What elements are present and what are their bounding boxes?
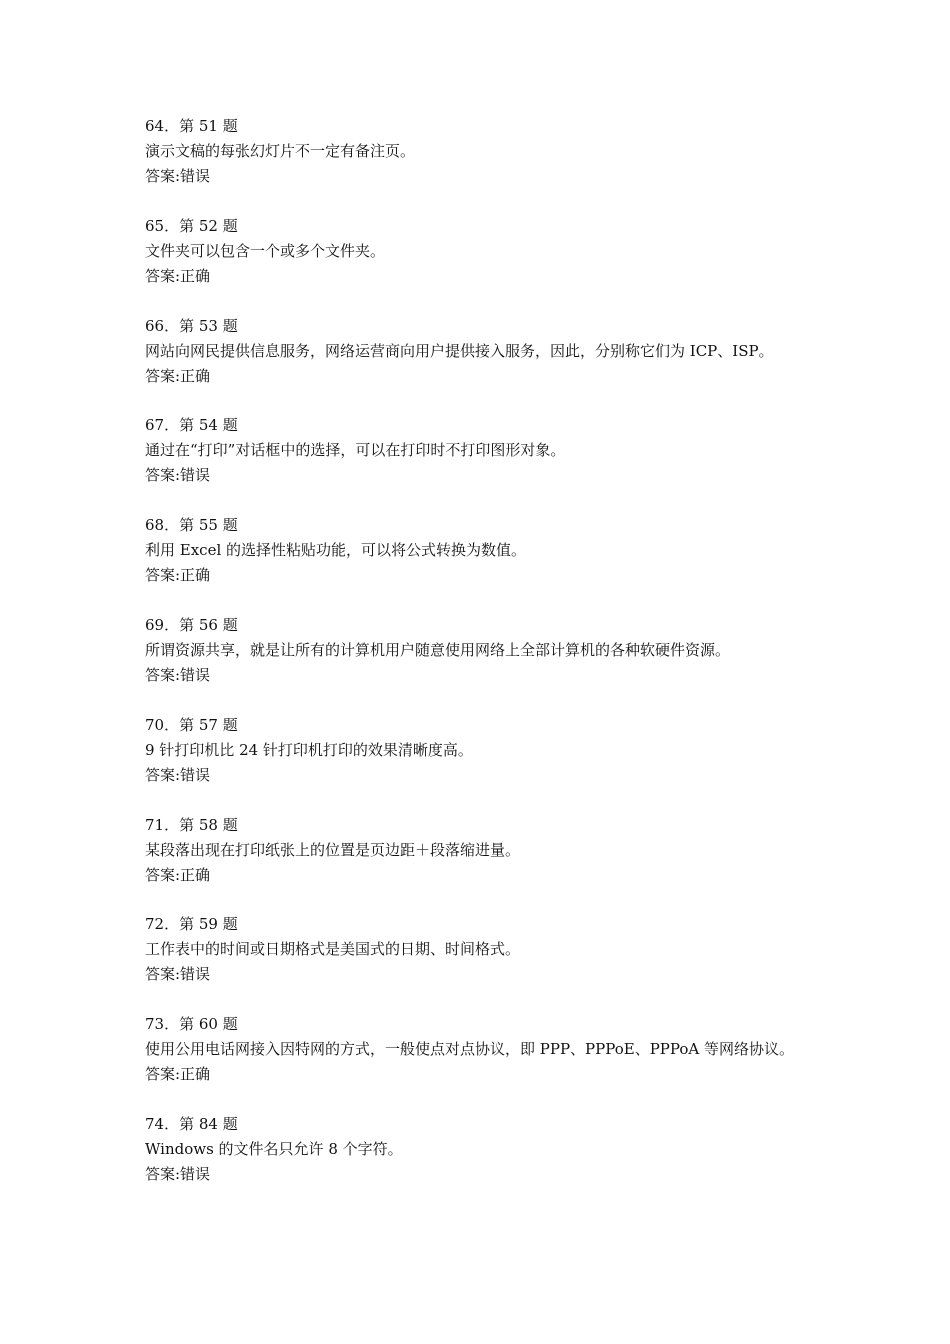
question-item	[145, 214, 815, 289]
answer-text: 答案:正确	[145, 266, 211, 285]
question-item	[145, 314, 815, 389]
answer-text: 答案:错误	[145, 765, 211, 784]
question-heading: 72．第 59 题	[145, 915, 238, 934]
question-text: 利用 Excel 的选择性粘贴功能，可以将公式转换为数值。	[145, 541, 527, 560]
question-text: 演示文稿的每张幻灯片不一定有备注页。	[145, 142, 416, 160]
question-item	[145, 613, 815, 688]
question-item	[145, 413, 815, 488]
question-heading: 67．第 54 题	[145, 416, 238, 435]
question-item	[145, 1112, 815, 1187]
question-heading: 64．第 51 题	[145, 117, 238, 135]
question-item	[145, 912, 815, 987]
question-item	[145, 813, 815, 888]
document-page	[145, 114, 815, 1212]
question-heading: 70．第 57 题	[145, 715, 238, 734]
question-heading: 73．第 60 题	[145, 1015, 238, 1034]
answer-text: 答案:正确	[145, 566, 211, 585]
question-item	[145, 114, 815, 189]
answer-text: 答案:错误	[145, 965, 211, 984]
question-item	[145, 513, 815, 588]
answer-text: 答案:错误	[145, 167, 211, 185]
question-heading: 69．第 56 题	[145, 615, 238, 634]
question-text: 9 针打印机比 24 针打印机打印的效果清晰度高。	[145, 740, 473, 759]
question-text: Windows 的文件名只允许 8 个字符。	[145, 1139, 403, 1158]
answer-text: 答案:正确	[145, 865, 211, 884]
answer-text: 答案:正确	[145, 366, 211, 385]
question-heading: 68．第 55 题	[145, 516, 238, 535]
question-item	[145, 1012, 815, 1087]
question-text: 网站向网民提供信息服务，网络运营商向用户提供接入服务，因此，分别称它们为 ICP、ISP。	[145, 341, 774, 360]
answer-text: 答案:正确	[145, 1065, 211, 1084]
question-text: 文件夹可以包含一个或多个文件夹。	[145, 241, 386, 260]
question-heading: 66．第 53 题	[145, 316, 238, 335]
answer-text: 答案:错误	[145, 665, 211, 684]
question-item	[145, 713, 815, 788]
question-heading: 74．第 84 题	[145, 1114, 238, 1133]
answer-text: 答案:错误	[145, 1164, 211, 1183]
answer-text: 答案:错误	[145, 466, 211, 485]
question-text: 所谓资源共享，就是让所有的计算机用户随意使用网络上全部计算机的各种软硬件资源。	[145, 640, 731, 659]
question-text: 使用公用电话网接入因特网的方式，一般使点对点协议，即 PPP、PPPoE、PPPoA 等网络协议。	[145, 1040, 795, 1059]
question-heading: 71．第 58 题	[145, 815, 238, 834]
question-text: 某段落出现在打印纸张上的位置是页边距＋段落缩进量。	[145, 840, 521, 859]
question-text: 工作表中的时间或日期格式是美国式的日期、时间格式。	[145, 940, 521, 959]
question-text: 通过在“打印”对话框中的选择，可以在打印时不打印图形对象。	[145, 441, 566, 460]
question-heading: 65．第 52 题	[145, 216, 238, 235]
